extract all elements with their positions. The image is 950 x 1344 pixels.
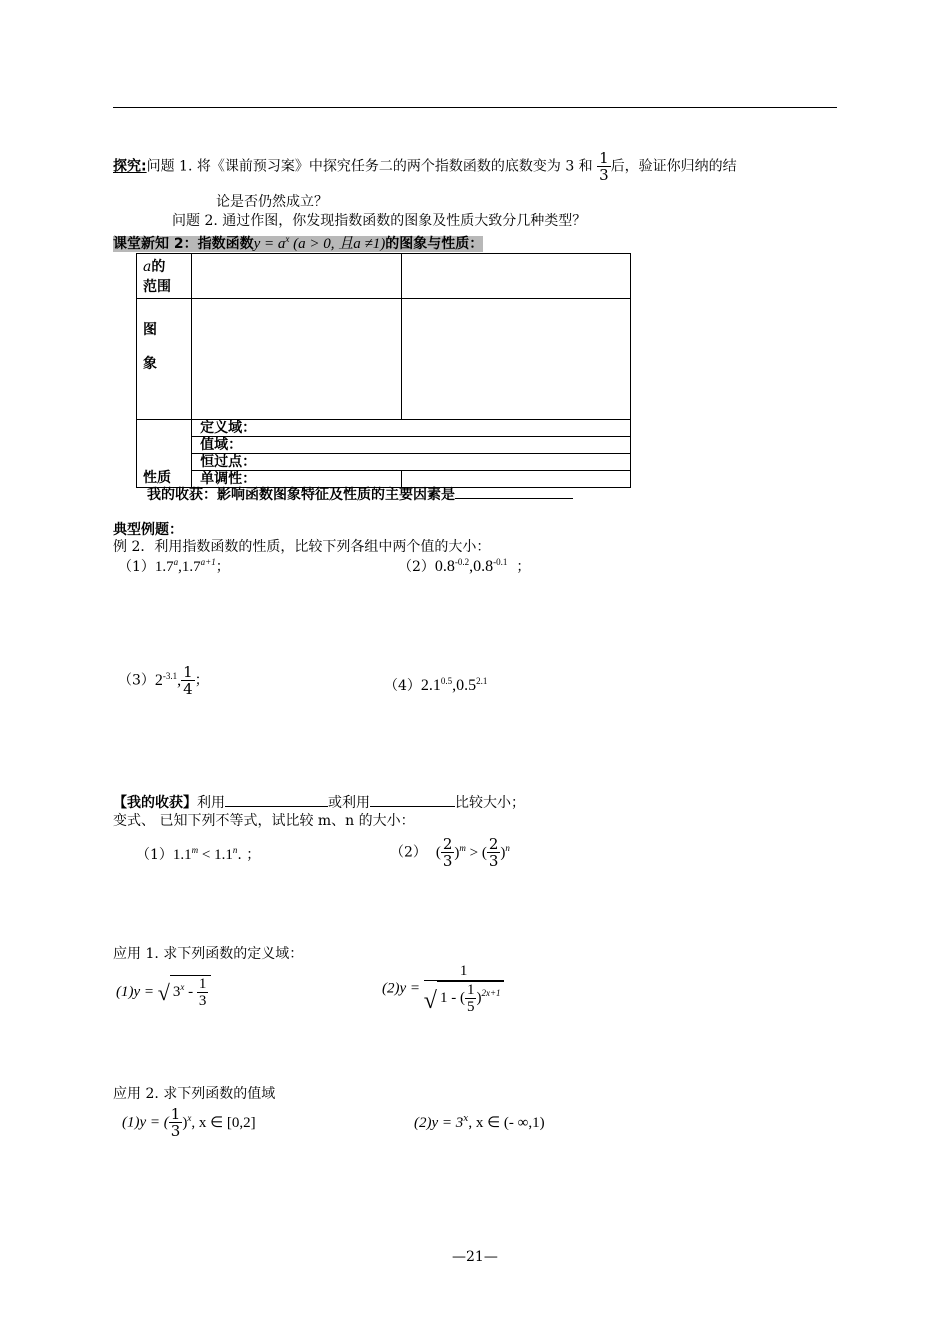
- question-1-text: 问题 1. 将《课前预习案》中探究任务二的两个指数函数的底数变为 3 和: [146, 158, 593, 175]
- graph-label: 图 象: [137, 299, 192, 420]
- properties-table: [136, 253, 631, 488]
- prop-range[interactable]: 值域：: [192, 437, 631, 454]
- knowledge-title-prefix: 课堂新知 2：指数函数: [113, 236, 254, 252]
- harvest-2: 【我的收获】利用 或利用 比较大小；: [113, 795, 525, 811]
- example-2-part-1: $(1)1.7^a,1.7^{a+1}$；: [118, 557, 230, 575]
- range-cell-1[interactable]: [192, 254, 401, 299]
- harvest-2-blank-2[interactable]: [370, 806, 455, 807]
- question-1-fraction: $\frac{1}{3}$: [599, 149, 609, 184]
- prop-fixed-point[interactable]: 恒过点：: [192, 454, 631, 471]
- prop-domain[interactable]: 定义域：: [192, 420, 631, 437]
- graph-cell-2[interactable]: [401, 299, 630, 420]
- harvest-1-blank[interactable]: [455, 498, 573, 499]
- props-label: 性质: [137, 420, 192, 488]
- app-2-function-1: (1)y = ( $\frac{1}{3}$ )$^x$, x ∈ [0,2]: [122, 1105, 256, 1140]
- harvest-2-blank-1[interactable]: [225, 806, 328, 807]
- question-2: 问题 2. 通过作图，你发现指数函数的图象及性质大致分几种类型？: [172, 213, 587, 229]
- app-1-function-2: (2)y = 1 √ 1 - ( $\frac{1}{5}$ )$^{2x+1}$: [382, 963, 504, 1015]
- range-label: a的 范围: [137, 254, 192, 299]
- knowledge-formula: $y = a^x$ (a > 0, 且a ≠1): [253, 234, 386, 252]
- knowledge-title: [113, 232, 483, 253]
- explore-label: 探究:: [113, 158, 147, 175]
- variant-intro: 变式、 已知下列不等式，试比较 m、n 的大小：: [113, 813, 415, 829]
- prop-monotonicity[interactable]: 单调性：: [192, 471, 401, 488]
- range-cell-2[interactable]: [401, 254, 630, 299]
- question-1-tail: 后，验证你归纳的结: [610, 158, 737, 175]
- app-1-title: 应用 1. 求下列函数的定义域：: [113, 946, 304, 962]
- app-1-function-1: (1)y = √ 3$^x$ - $\frac{1}{3}$: [116, 975, 211, 1009]
- variant-part-2: （2） ( $\frac{2}{3}$ )$^m$ > ( $\frac{2}{3}$ )$^n$: [390, 835, 510, 870]
- app-2-title: 应用 2. 求下列函数的值域: [113, 1086, 276, 1102]
- app-2-function-2: $(2)y = 3^x$, x ∈ (- ∞,1): [414, 1114, 545, 1131]
- variant-part-1: $(1)1.1^m < 1.1^n$. ；: [136, 845, 261, 863]
- knowledge-title-suffix: 的图象与性质：: [385, 236, 484, 252]
- example-2-part-4: $(4)2.1^{0.5},0.5^{2.1}$: [384, 676, 488, 694]
- harvest-1: 我的收获：影响函数图象特征及性质的主要因素是: [147, 484, 573, 504]
- example-2-intro: 例 2．利用指数函数的性质，比较下列各组中两个值的大小：: [113, 539, 491, 555]
- example-2-part-2: $(2)0.8^{-0.2},0.8^{-0.1}$ ；: [398, 557, 531, 575]
- header-rule: [113, 107, 837, 108]
- explore-question-1: [113, 150, 737, 183]
- graph-cell-1[interactable]: [192, 299, 401, 420]
- examples-title: 典型例题：: [113, 522, 183, 538]
- page-number: —21—: [452, 1249, 498, 1265]
- question-1-line2: 论是否仍然成立？: [216, 194, 328, 210]
- example-2-part-3: $(3)2^{-3.1}$, $\frac{1}{4}$ ；: [118, 663, 209, 698]
